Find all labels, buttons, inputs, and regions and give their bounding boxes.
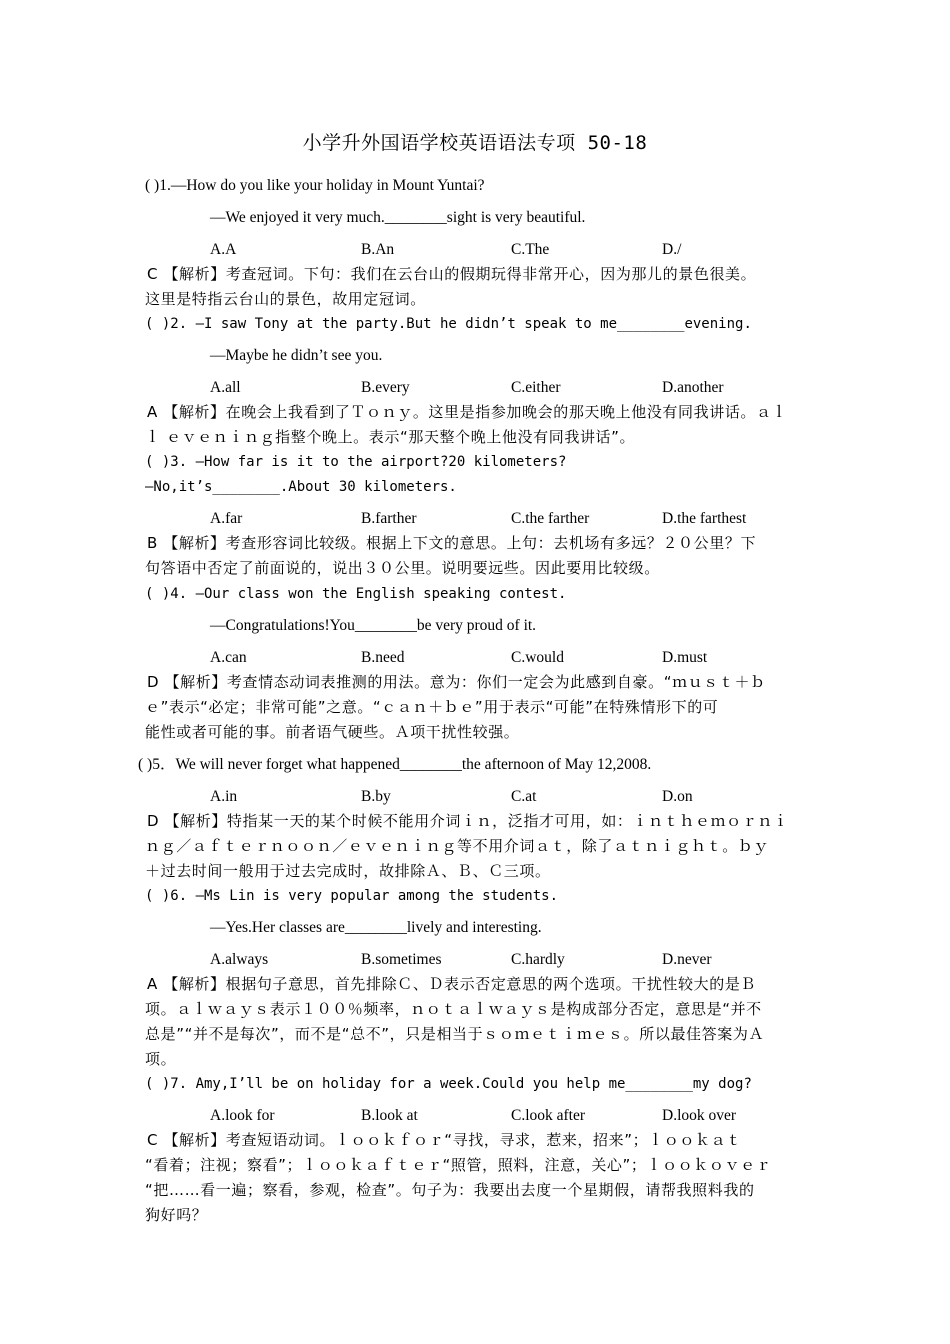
question-6-analysis-line: 项。: [145, 1050, 177, 1068]
question-7-analysis-line: 狗好吗？: [145, 1206, 208, 1224]
question-2-option-d: D.another: [662, 379, 724, 396]
question-4-stem: ( )4. —Our class won the English speaking contest.: [145, 586, 567, 602]
question-4-analysis-line: 能性或者可能的事。前者语气硬些。Ａ项干扰性较强。: [145, 723, 520, 741]
question-7-stem: ( )7. Amy,I’ll be on holiday for a week.Could you help me________my dog?: [145, 1076, 752, 1092]
question-6-analysis-line: 总是”“并不是每次”，而不是“总不”，只是相当于ｓｏｍｅｔｉｍｅｓ。所以最佳答案为Ａ: [145, 1025, 765, 1043]
page-title: 小学升外国语学校英语语法专项 50-18: [302, 132, 648, 154]
question-5-option-a: A.in: [210, 788, 238, 805]
question-6-reply: —Yes.Her classes are________lively and interesting.: [210, 919, 542, 936]
question-1-analysis-line: C 【解析】考查冠词。下句：我们在云台山的假期玩得非常开心，因为那儿的景色很美。: [147, 265, 757, 283]
question-3-analysis-line: 句答语中否定了前面说的，说出３０公里。说明要远些。因此要用比较级。: [145, 559, 660, 577]
question-3-analysis-line: B 【解析】考查形容词比较级。根据上下文的意思。上句：去机场有多远？２０公里？下: [147, 534, 757, 552]
question-6-option-c: C.hardly: [511, 951, 565, 968]
question-2-reply: —Maybe he didn’t see you.: [210, 347, 383, 364]
question-1-option-c: C.The: [511, 241, 550, 258]
question-1-stem: ( )1.—How do you like your holiday in Mount Yuntai?: [145, 177, 485, 194]
question-7-option-d: D.look over: [662, 1107, 737, 1124]
question-1-reply: —We enjoyed it very much.________sight is very beautiful.: [210, 209, 586, 226]
question-1-option-b: B.An: [361, 241, 395, 258]
question-7-option-a: A.look for: [210, 1107, 275, 1124]
question-5-analysis-line: ＋过去时间一般用于过去完成时，故排除Ａ、Ｂ、Ｃ三项。: [145, 862, 551, 880]
question-1-option-a: A.A: [210, 241, 237, 258]
question-6-option-b: B.sometimes: [361, 951, 442, 968]
question-7-analysis-line: “看着；注视；察看”；ｌｏｏｋａｆｔｅｒ“照管，照料，注意，关心”；ｌｏｏｋｏｖｅｒ: [145, 1156, 772, 1174]
question-4-option-b: B.need: [361, 649, 405, 666]
question-2-option-a: A.all: [210, 379, 241, 396]
question-4-option-a: A.can: [210, 649, 247, 666]
question-6-analysis-line: A 【解析】根据句子意思，首先排除Ｃ、Ｄ表示否定意思的两个选项。干扰性较大的是Ｂ: [147, 975, 757, 993]
question-3-option-a: A.far: [210, 510, 243, 527]
question-4-option-c: C.would: [511, 649, 564, 666]
question-4-analysis-line: D 【解析】考查情态动词表推测的用法。意为：你们一定会为此感到自豪。“ｍｕｓｔ＋ｂ: [147, 673, 766, 691]
question-5-option-d: D.on: [662, 788, 693, 805]
question-4-analysis-line: ｅ”表示“必定；非常可能”之意。“ｃａｎ＋ｂｅ”用于表示“可能”在特殊情形下的可: [145, 698, 719, 716]
question-2-analysis-line: ｌ ｅｖｅｎｉｎｇ指整个晚上。表示“那天整个晚上他没有同我讲话”。: [145, 428, 636, 446]
question-5-analysis-line: ｎｇ／ａｆｔｅｒｎｏｏｎ／ｅｖｅｎｉｎｇ等不用介词ａｔ，除了ａｔｎｉｇｈｔ。ｂｙ: [145, 837, 770, 855]
question-1-option-d: D./: [662, 241, 682, 258]
question-3-stem: ( )3. —How far is it to the airport?20 kilometers?: [145, 454, 567, 470]
question-2-option-c: C.either: [511, 379, 561, 396]
question-6-stem: ( )6. —Ms Lin is very popular among the students.: [145, 888, 559, 904]
question-4-reply: —Congratulations!You________be very proud of it.: [210, 617, 537, 634]
question-2-analysis-line: A 【解析】在晚会上我看到了Ｔｏｎｙ。这里是指参加晚会的那天晚上他没有同我讲话。ａｌ: [147, 403, 788, 421]
question-6-analysis-line: 项。ａｌｗａｙｓ表示１００％频率，ｎｏｔａｌｗａｙｓ是构成部分否定，意思是“并不: [145, 1000, 762, 1018]
question-7-analysis-line: C 【解析】考查短语动词。ｌｏｏｋｆｏｒ“寻找，寻求，惹来，招来”；ｌｏｏｋａｔ: [147, 1131, 742, 1149]
question-6-option-a: A.always: [210, 951, 269, 968]
question-5-option-c: C.at: [511, 788, 537, 805]
question-7-option-b: B.look at: [361, 1107, 418, 1124]
question-3-reply: —No,it’s________.About 30 kilometers.: [145, 479, 457, 495]
question-7-option-c: C.look after: [511, 1107, 586, 1124]
question-3-option-b: B.farther: [361, 510, 417, 527]
question-3-option-d: D.the farthest: [662, 510, 747, 527]
question-2-stem: ( )2. —I saw Tony at the party.But he didn’t speak to me________evening.: [145, 316, 752, 332]
question-5-analysis-line: D 【解析】特指某一天的某个时候不能用介词ｉｎ，泛指才可用，如：ｉｎｔｈｅｍｏｒｎｉ: [147, 812, 789, 830]
question-2-option-b: B.every: [361, 379, 410, 396]
question-5-stem: ( )5．We will never forget what happened________the afternoon of May 12,2008.: [138, 756, 652, 773]
question-7-analysis-line: “把……看一遍；察看，参观，检查”。句子为：我要出去度一个星期假，请帮我照料我的: [145, 1181, 755, 1199]
question-6-option-d: D.never: [662, 951, 712, 968]
question-1-analysis-line: 这里是特指云台山的景色，故用定冠词。: [145, 290, 426, 308]
question-5-option-b: B.by: [361, 788, 391, 805]
question-4-option-d: D.must: [662, 649, 708, 666]
question-3-option-c: C.the farther: [511, 510, 590, 527]
